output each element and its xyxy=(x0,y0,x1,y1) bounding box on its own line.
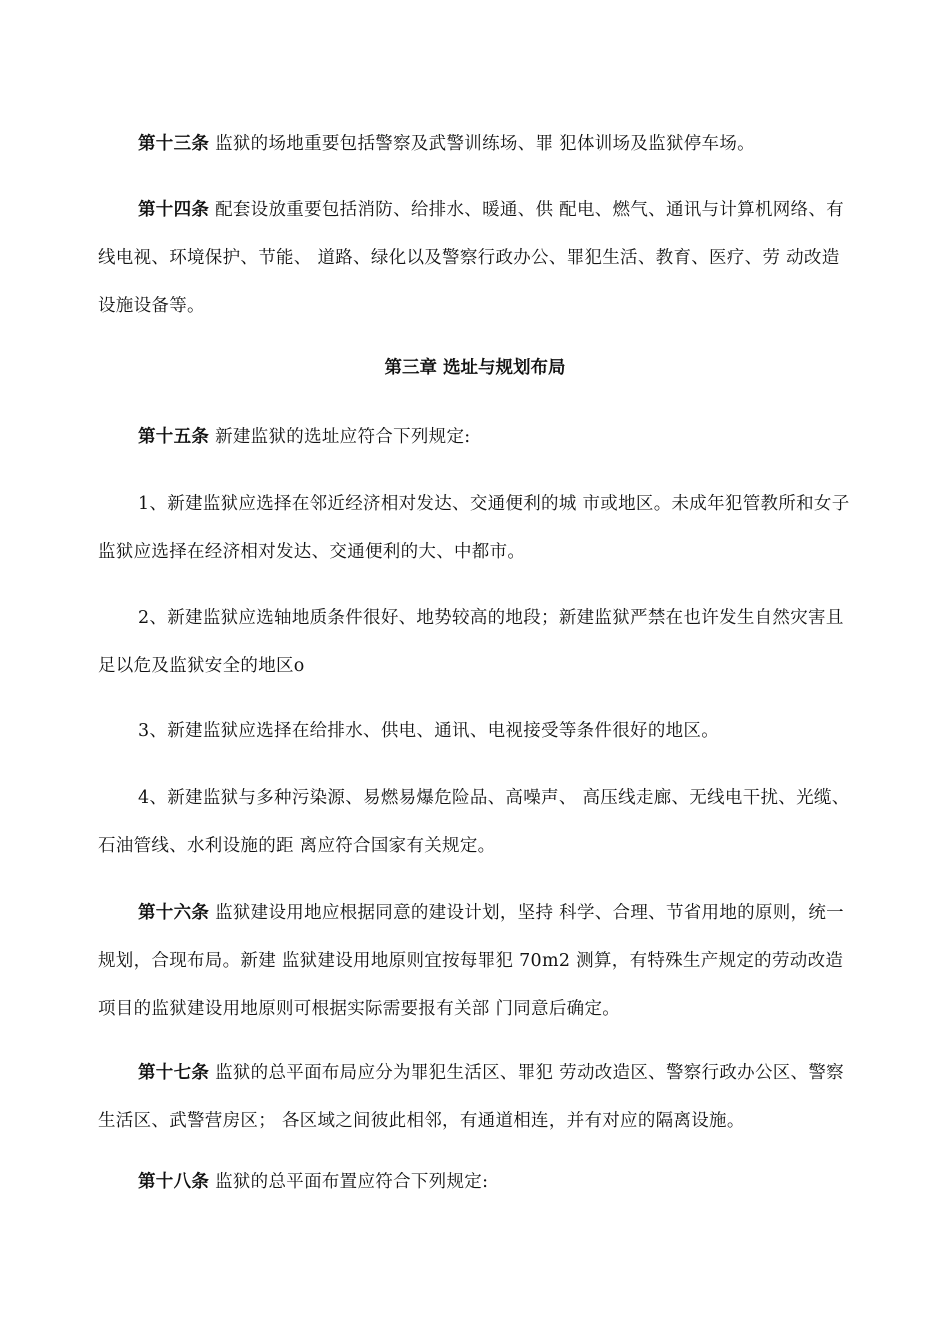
article-14-text: 配套设放重要包括消防、给排水、暖通、供 配电、燃气、通讯与计算机网络、有线电视、环境保护、节能、 道路、绿化以及警察行政办公、罪犯生活、教育、医疗、劳 动改造设施设备等。 xyxy=(98,200,844,316)
list-item-4: 4、新建监狱与多种污染源、易燃易爆危险品、高噪声、 高压线走廊、无线电干扰、光缆、石油管线、水利设施的距 离应符合国家有关规定。 xyxy=(98,788,850,856)
article-18-label: 第十八条 xyxy=(138,1172,210,1192)
chapter-3-title: 第三章 选址与规划布局 xyxy=(384,358,566,378)
article-18-text: 监狱的总平面布置应符合下列规定: xyxy=(215,1172,489,1192)
article-14 xyxy=(98,186,856,330)
article-14-label: 第十四条 xyxy=(138,200,210,220)
article-17-text: 监狱的总平面布局应分为罪犯生活区、罪犯 劳动改造区、警察行政办公区、警察生活区、武警营房区； 各区域之间彼此相邻，有通道相连，并有对应的隔离设施。 xyxy=(98,1063,844,1131)
article-16-text: 监狱建设用地应根据同意的建设计划，坚持 科学、合理、节省用地的原则，统一规划，合现布局。新建 监狱建设用地原则宜按每罪犯 70m2 测算，有特殊生产规定的劳动改造项目的监狱建设用地原则可根据实际需要报有关部 门同意后确定。 xyxy=(98,903,844,1019)
article-13 xyxy=(98,120,856,168)
article-15-text: 新建监狱的选址应符合下列规定: xyxy=(215,427,471,447)
list-item-1: 1、新建监狱应选择在邻近经济相对发达、交通便利的城 市或地区。未成年犯管教所和女子监狱应选择在经济相对发达、交通便利的大、中都市。 xyxy=(98,494,850,562)
article-15-label: 第十五条 xyxy=(138,427,210,447)
list-item-3: 3、新建监狱应选择在给排水、供电、通讯、电视接受等条件很好的地区。 xyxy=(138,721,720,741)
article-13-text: 监狱的场地重要包括警察及武警训练场、罪 犯体训场及监狱停车场。 xyxy=(215,134,755,154)
article-13-label: 第十三条 xyxy=(138,134,210,154)
article-16 xyxy=(98,889,856,1033)
article-15 xyxy=(98,413,856,461)
article-18 xyxy=(98,1158,856,1206)
article-16-label: 第十六条 xyxy=(138,903,210,923)
article-17 xyxy=(98,1049,856,1145)
article-17-label: 第十七条 xyxy=(138,1063,210,1083)
list-item-2: 2、新建监狱应选轴地质条件很好、地势较高的地段；新建监狱严禁在也许发生自然灾害且足以危及监狱安全的地区o xyxy=(98,608,844,676)
